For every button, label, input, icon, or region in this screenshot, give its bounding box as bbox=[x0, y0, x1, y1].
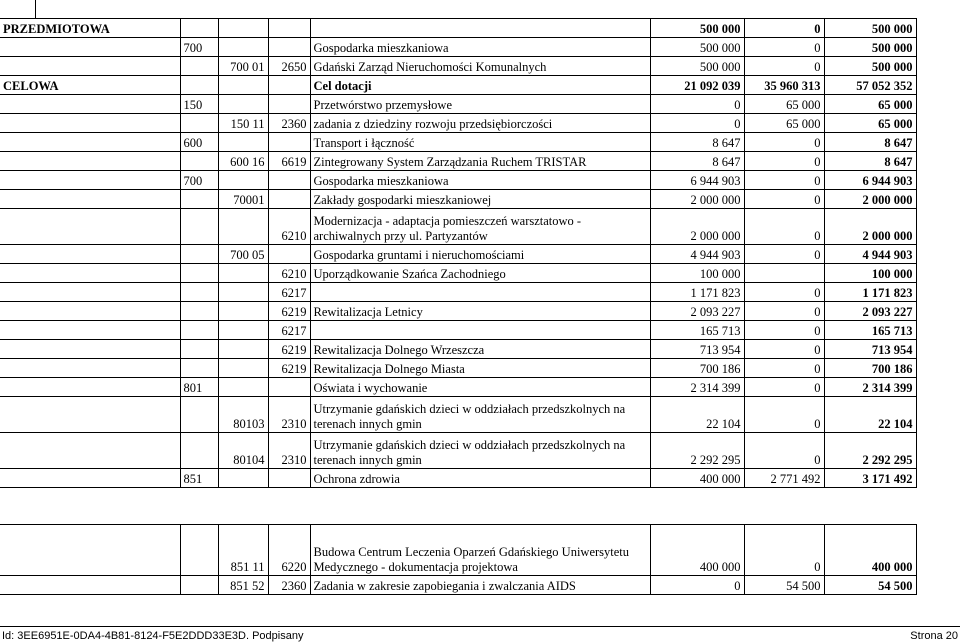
amount-a-cell: 8 647 bbox=[650, 152, 744, 171]
total-cell: 500 000 bbox=[824, 38, 916, 57]
section-cell bbox=[0, 152, 180, 171]
description-cell: Utrzymanie gdańskich dzieci w oddziałach przedszkolnych na terenach innych gmin bbox=[310, 397, 650, 433]
section-cell bbox=[0, 576, 180, 595]
paragraph-cell: 2360 bbox=[268, 576, 310, 595]
amount-a-cell: 500 000 bbox=[650, 19, 744, 38]
description-cell: Oświata i wychowanie bbox=[310, 378, 650, 397]
chapter-cell bbox=[180, 302, 218, 321]
top-border-line bbox=[35, 0, 36, 18]
paragraph-cell: 2310 bbox=[268, 433, 310, 469]
section-cell bbox=[0, 378, 180, 397]
total-cell: 100 000 bbox=[824, 264, 916, 283]
amount-a-cell: 6 944 903 bbox=[650, 171, 744, 190]
amount-a-cell: 21 092 039 bbox=[650, 76, 744, 95]
section-cell bbox=[0, 209, 180, 245]
chapter-cell bbox=[180, 488, 218, 525]
amount-a-cell: 2 292 295 bbox=[650, 433, 744, 469]
paragraph-cell: 2360 bbox=[268, 114, 310, 133]
amount-a-cell bbox=[650, 488, 744, 525]
subchapter-cell: 851 11 bbox=[218, 525, 268, 576]
chapter-cell bbox=[180, 264, 218, 283]
table-row bbox=[0, 152, 916, 171]
description-cell: Zakłady gospodarki mieszkaniowej bbox=[310, 190, 650, 209]
subchapter-cell: 851 52 bbox=[218, 576, 268, 595]
chapter-cell bbox=[180, 114, 218, 133]
table-body bbox=[0, 19, 916, 595]
amount-b-cell: 54 500 bbox=[744, 576, 824, 595]
description-cell: Gdański Zarząd Nieruchomości Komunalnych bbox=[310, 57, 650, 76]
table-row bbox=[0, 76, 916, 95]
subchapter-cell: 70001 bbox=[218, 190, 268, 209]
amount-b-cell: 0 bbox=[744, 190, 824, 209]
paragraph-cell bbox=[268, 469, 310, 488]
paragraph-cell bbox=[268, 378, 310, 397]
subchapter-cell bbox=[218, 76, 268, 95]
description-cell: Transport i łączność bbox=[310, 133, 650, 152]
amount-b-cell: 0 bbox=[744, 321, 824, 340]
amount-b-cell: 0 bbox=[744, 171, 824, 190]
chapter-cell bbox=[180, 525, 218, 576]
subchapter-cell bbox=[218, 378, 268, 397]
page-footer bbox=[0, 626, 960, 644]
amount-b-cell: 0 bbox=[744, 433, 824, 469]
chapter-cell: 851 bbox=[180, 469, 218, 488]
table-row bbox=[0, 283, 916, 302]
total-cell: 2 314 399 bbox=[824, 378, 916, 397]
table-row bbox=[0, 576, 916, 595]
subchapter-cell bbox=[218, 209, 268, 245]
chapter-cell bbox=[180, 576, 218, 595]
amount-a-cell: 2 000 000 bbox=[650, 209, 744, 245]
amount-b-cell: 65 000 bbox=[744, 114, 824, 133]
description-cell: Rewitalizacja Dolnego Miasta bbox=[310, 359, 650, 378]
total-cell: 2 000 000 bbox=[824, 190, 916, 209]
chapter-cell: 600 bbox=[180, 133, 218, 152]
description-cell bbox=[310, 19, 650, 38]
chapter-cell bbox=[180, 209, 218, 245]
amount-a-cell: 0 bbox=[650, 114, 744, 133]
section-cell bbox=[0, 469, 180, 488]
table-row bbox=[0, 19, 916, 38]
total-cell: 165 713 bbox=[824, 321, 916, 340]
section-cell bbox=[0, 302, 180, 321]
chapter-cell bbox=[180, 397, 218, 433]
total-cell: 713 954 bbox=[824, 340, 916, 359]
subchapter-cell bbox=[218, 469, 268, 488]
paragraph-cell bbox=[268, 38, 310, 57]
description-cell bbox=[310, 488, 650, 525]
description-cell: Zintegrowany System Zarządzania Ruchem TRISTAR bbox=[310, 152, 650, 171]
chapter-cell: 801 bbox=[180, 378, 218, 397]
total-cell: 65 000 bbox=[824, 95, 916, 114]
paragraph-cell bbox=[268, 190, 310, 209]
section-cell bbox=[0, 57, 180, 76]
description-cell: Cel dotacji bbox=[310, 76, 650, 95]
amount-a-cell: 2 314 399 bbox=[650, 378, 744, 397]
paragraph-cell bbox=[268, 76, 310, 95]
amount-a-cell: 4 944 903 bbox=[650, 245, 744, 264]
section-cell bbox=[0, 245, 180, 264]
chapter-cell bbox=[180, 359, 218, 378]
table-row bbox=[0, 245, 916, 264]
total-cell: 2 292 295 bbox=[824, 433, 916, 469]
amount-b-cell: 0 bbox=[744, 302, 824, 321]
total-cell: 2 093 227 bbox=[824, 302, 916, 321]
subchapter-cell: 700 05 bbox=[218, 245, 268, 264]
amount-a-cell: 500 000 bbox=[650, 57, 744, 76]
subchapter-cell bbox=[218, 38, 268, 57]
description-cell: Modernizacja - adaptacja pomieszczeń warsztatowo - archiwalnych przy ul. Partyzantów bbox=[310, 209, 650, 245]
total-cell: 4 944 903 bbox=[824, 245, 916, 264]
total-cell: 54 500 bbox=[824, 576, 916, 595]
subchapter-cell: 600 16 bbox=[218, 152, 268, 171]
table-row bbox=[0, 469, 916, 488]
chapter-cell bbox=[180, 321, 218, 340]
paragraph-cell: 6219 bbox=[268, 340, 310, 359]
section-cell bbox=[0, 433, 180, 469]
paragraph-cell bbox=[268, 19, 310, 38]
amount-b-cell: 0 bbox=[744, 245, 824, 264]
section-cell bbox=[0, 488, 180, 525]
chapter-cell bbox=[180, 433, 218, 469]
table-row bbox=[0, 525, 916, 576]
amount-b-cell: 0 bbox=[744, 38, 824, 57]
amount-b-cell: 0 bbox=[744, 283, 824, 302]
table-row bbox=[0, 38, 916, 57]
total-cell: 2 000 000 bbox=[824, 209, 916, 245]
amount-a-cell: 400 000 bbox=[650, 469, 744, 488]
subchapter-cell bbox=[218, 264, 268, 283]
section-cell: PRZEDMIOTOWA bbox=[0, 19, 180, 38]
subchapter-cell bbox=[218, 133, 268, 152]
description-cell: Gospodarka mieszkaniowa bbox=[310, 38, 650, 57]
section-cell bbox=[0, 283, 180, 302]
subchapter-cell bbox=[218, 321, 268, 340]
amount-a-cell: 2 093 227 bbox=[650, 302, 744, 321]
total-cell: 65 000 bbox=[824, 114, 916, 133]
chapter-cell bbox=[180, 19, 218, 38]
paragraph-cell bbox=[268, 245, 310, 264]
chapter-cell: 150 bbox=[180, 95, 218, 114]
amount-a-cell: 8 647 bbox=[650, 133, 744, 152]
amount-a-cell: 0 bbox=[650, 95, 744, 114]
amount-b-cell: 0 bbox=[744, 378, 824, 397]
amount-b-cell: 0 bbox=[744, 525, 824, 576]
table-row bbox=[0, 190, 916, 209]
total-cell: 500 000 bbox=[824, 57, 916, 76]
description-cell bbox=[310, 283, 650, 302]
amount-b-cell: 35 960 313 bbox=[744, 76, 824, 95]
paragraph-cell bbox=[268, 95, 310, 114]
table-row bbox=[0, 171, 916, 190]
chapter-cell bbox=[180, 152, 218, 171]
paragraph-cell: 6619 bbox=[268, 152, 310, 171]
document-id: Id: 3EE6951E-0DA4-4B81-8124-F5E2DDD33E3D. Podpisany bbox=[2, 630, 304, 642]
table-row bbox=[0, 114, 916, 133]
section-cell bbox=[0, 340, 180, 359]
paragraph-cell: 2310 bbox=[268, 397, 310, 433]
amount-a-cell: 500 000 bbox=[650, 38, 744, 57]
table-row bbox=[0, 264, 916, 283]
paragraph-cell: 6210 bbox=[268, 264, 310, 283]
amount-a-cell: 713 954 bbox=[650, 340, 744, 359]
budget-table bbox=[0, 18, 917, 595]
total-cell: 8 647 bbox=[824, 133, 916, 152]
chapter-cell bbox=[180, 190, 218, 209]
total-cell: 1 171 823 bbox=[824, 283, 916, 302]
section-cell bbox=[0, 190, 180, 209]
total-cell: 57 052 352 bbox=[824, 76, 916, 95]
description-cell: Rewitalizacja Dolnego Wrzeszcza bbox=[310, 340, 650, 359]
amount-a-cell: 22 104 bbox=[650, 397, 744, 433]
table-row bbox=[0, 209, 916, 245]
description-cell: zadania z dziedziny rozwoju przedsiębiorczości bbox=[310, 114, 650, 133]
subchapter-cell bbox=[218, 302, 268, 321]
paragraph-cell: 6219 bbox=[268, 359, 310, 378]
chapter-cell bbox=[180, 340, 218, 359]
amount-b-cell: 0 bbox=[744, 19, 824, 38]
description-cell: Zadania w zakresie zapobiegania i zwalczania AIDS bbox=[310, 576, 650, 595]
amount-a-cell: 1 171 823 bbox=[650, 283, 744, 302]
amount-b-cell: 0 bbox=[744, 209, 824, 245]
chapter-cell: 700 bbox=[180, 171, 218, 190]
description-cell: Utrzymanie gdańskich dzieci w oddziałach przedszkolnych na terenach innych gmin bbox=[310, 433, 650, 469]
subchapter-cell bbox=[218, 283, 268, 302]
subchapter-cell: 150 11 bbox=[218, 114, 268, 133]
amount-a-cell: 0 bbox=[650, 576, 744, 595]
subchapter-cell bbox=[218, 19, 268, 38]
chapter-cell bbox=[180, 283, 218, 302]
chapter-cell bbox=[180, 76, 218, 95]
amount-b-cell bbox=[744, 488, 824, 525]
subchapter-cell: 80104 bbox=[218, 433, 268, 469]
paragraph-cell: 6210 bbox=[268, 209, 310, 245]
table-row bbox=[0, 133, 916, 152]
amount-b-cell: 0 bbox=[744, 133, 824, 152]
total-cell: 22 104 bbox=[824, 397, 916, 433]
page-number: Strona 20 bbox=[910, 630, 958, 642]
subchapter-cell bbox=[218, 488, 268, 525]
total-cell: 6 944 903 bbox=[824, 171, 916, 190]
section-cell bbox=[0, 321, 180, 340]
section-cell bbox=[0, 95, 180, 114]
table-row bbox=[0, 95, 916, 114]
amount-a-cell: 2 000 000 bbox=[650, 190, 744, 209]
description-cell: Budowa Centrum Leczenia Oparzeń Gdańskiego Uniwersytetu Medycznego - dokumentacja projektowa bbox=[310, 525, 650, 576]
description-cell: Gospodarka mieszkaniowa bbox=[310, 171, 650, 190]
amount-a-cell: 165 713 bbox=[650, 321, 744, 340]
subchapter-cell bbox=[218, 171, 268, 190]
total-cell: 8 647 bbox=[824, 152, 916, 171]
table-row bbox=[0, 378, 916, 397]
amount-b-cell: 65 000 bbox=[744, 95, 824, 114]
section-cell bbox=[0, 133, 180, 152]
total-cell: 3 171 492 bbox=[824, 469, 916, 488]
description-cell: Ochrona zdrowia bbox=[310, 469, 650, 488]
description-cell: Gospodarka gruntami i nieruchomościami bbox=[310, 245, 650, 264]
amount-a-cell: 100 000 bbox=[650, 264, 744, 283]
chapter-cell bbox=[180, 245, 218, 264]
amount-b-cell: 0 bbox=[744, 340, 824, 359]
description-cell bbox=[310, 321, 650, 340]
section-cell bbox=[0, 359, 180, 378]
table-row bbox=[0, 321, 916, 340]
section-cell bbox=[0, 397, 180, 433]
total-cell: 500 000 bbox=[824, 19, 916, 38]
section-cell bbox=[0, 525, 180, 576]
paragraph-cell bbox=[268, 133, 310, 152]
section-cell bbox=[0, 171, 180, 190]
total-cell bbox=[824, 488, 916, 525]
amount-b-cell: 0 bbox=[744, 57, 824, 76]
total-cell: 700 186 bbox=[824, 359, 916, 378]
paragraph-cell: 6217 bbox=[268, 321, 310, 340]
description-cell: Rewitalizacja Letnicy bbox=[310, 302, 650, 321]
paragraph-cell: 2650 bbox=[268, 57, 310, 76]
subchapter-cell bbox=[218, 359, 268, 378]
subchapter-cell: 80103 bbox=[218, 397, 268, 433]
description-cell: Przetwórstwo przemysłowe bbox=[310, 95, 650, 114]
chapter-cell bbox=[180, 57, 218, 76]
total-cell: 400 000 bbox=[824, 525, 916, 576]
amount-b-cell: 0 bbox=[744, 397, 824, 433]
amount-a-cell: 400 000 bbox=[650, 525, 744, 576]
section-cell bbox=[0, 38, 180, 57]
table-row bbox=[0, 397, 916, 433]
amount-b-cell bbox=[744, 264, 824, 283]
paragraph-cell: 6219 bbox=[268, 302, 310, 321]
subchapter-cell bbox=[218, 95, 268, 114]
table-row bbox=[0, 433, 916, 469]
subchapter-cell: 700 01 bbox=[218, 57, 268, 76]
subchapter-cell bbox=[218, 340, 268, 359]
section-cell bbox=[0, 264, 180, 283]
table-row bbox=[0, 488, 916, 525]
amount-a-cell: 700 186 bbox=[650, 359, 744, 378]
chapter-cell: 700 bbox=[180, 38, 218, 57]
table-row bbox=[0, 340, 916, 359]
section-cell: CELOWA bbox=[0, 76, 180, 95]
amount-b-cell: 0 bbox=[744, 152, 824, 171]
amount-b-cell: 0 bbox=[744, 359, 824, 378]
paragraph-cell: 6220 bbox=[268, 525, 310, 576]
description-cell: Uporządkowanie Szańca Zachodniego bbox=[310, 264, 650, 283]
table-row bbox=[0, 57, 916, 76]
table-row bbox=[0, 359, 916, 378]
section-cell bbox=[0, 114, 180, 133]
paragraph-cell: 6217 bbox=[268, 283, 310, 302]
amount-b-cell: 2 771 492 bbox=[744, 469, 824, 488]
paragraph-cell bbox=[268, 488, 310, 525]
table-row bbox=[0, 302, 916, 321]
paragraph-cell bbox=[268, 171, 310, 190]
